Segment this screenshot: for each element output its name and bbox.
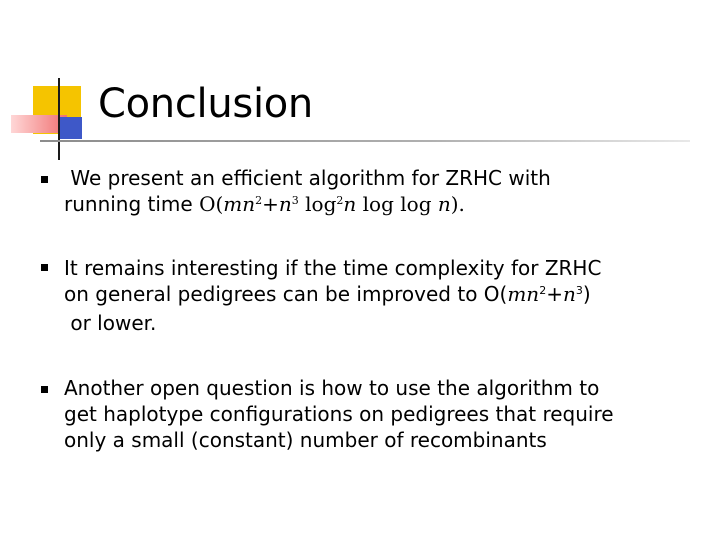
bullet-text-3 [64, 375, 684, 453]
vertical-line [58, 78, 60, 160]
bullet-text-1 [64, 165, 684, 217]
title-rule [40, 140, 690, 142]
complexity-formula: $O(mn^2+n^3$ $\log^2n$ log log n). [199, 192, 465, 216]
bullet-marker-1 [41, 176, 48, 183]
bullet-text-2 [64, 255, 684, 336]
bullet-3-line-3: only a small (constant) number of recombinants [64, 428, 547, 452]
slide-title: Conclusion [98, 81, 313, 127]
bullet-2-line-2: on general pedigrees can be improved to $O(mn^2+n^3)$ [64, 282, 591, 306]
corner-decoration [0, 0, 100, 160]
bullet-marker-2 [41, 264, 48, 271]
bullet-1-line-1: We present an efficient algorithm for ZRHC with [64, 166, 551, 190]
bullet-2-line-3: or lower. [64, 311, 157, 335]
bullet-1-line-2 [64, 191, 684, 217]
bullet-3-line-1: Another open question is how to use the algorithm to [64, 376, 600, 400]
bullet-3-line-2: get haplotype configurations on pedigrees that require [64, 402, 614, 426]
blue-square [60, 117, 82, 139]
bullet-2-line-1: It remains interesting if the time complexity for ZRHC [64, 256, 602, 280]
bullet-marker-3 [41, 386, 48, 393]
bullet-1-prefix: running time [64, 192, 200, 216]
